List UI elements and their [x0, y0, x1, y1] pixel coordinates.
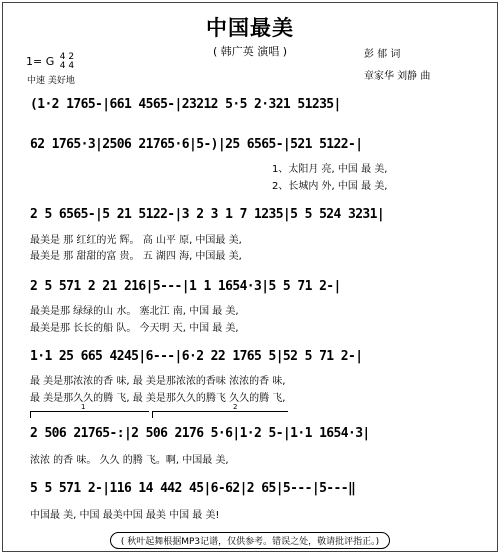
second-ending-number: 2: [233, 403, 238, 411]
page-border: [2, 2, 498, 552]
second-ending-bracket: [152, 403, 288, 418]
lyricist-credit: 彭 郁 词: [364, 49, 401, 60]
key-signature: [26, 53, 74, 71]
transcription-note-text: ( 秋叶起舞根据MP3记谱，仅供参考。错误之处，敬请批评指正。): [110, 532, 390, 549]
lyric-line-3b: 最美是那 长长的船 队。 今天明 天, 中国 最 美,: [30, 323, 239, 334]
time-bottom: 4 4: [59, 61, 75, 71]
score-line-3: 2 5 6565-|5 21 5122-|3 2 3 1 7 1235|5 5 524 3231|: [30, 207, 385, 222]
composer-credit: 章家华 刘静 曲: [364, 71, 431, 82]
score-line-2: 62 1765·3|2506 21765·6|5-)|25 6565-|521 5122-|: [30, 137, 363, 152]
lyric-line-2b: 最美是 那 甜甜的富 贵。 五 湖四 海, 中国最 美,: [30, 251, 242, 262]
lyric-line-4a: 最 美是那浓浓的香 味, 最 美是那浓浓的香味 浓浓的香 味,: [30, 376, 286, 387]
first-ending-bracket: [30, 403, 149, 418]
lyric-line-4b: 最 美是那久久的腾 飞, 最 美是那久久的腾飞 久久的腾 飞,: [30, 393, 286, 404]
time-signature: [60, 53, 74, 71]
tempo-marking: 中速 美好地: [27, 76, 75, 86]
score-line-5: 1·1 25 665 4245|6---|6·2 22 1765 5|52 5 71 2-|: [30, 349, 363, 364]
key-text: 1= G: [26, 55, 55, 68]
song-title: 中国最美: [206, 16, 294, 40]
first-ending-number: 1: [81, 403, 86, 411]
lyric-line-5: 浓浓 的香 味。 久久 的腾 飞。啊, 中国最 美,: [30, 455, 229, 466]
lyric-line-3a: 最美是那 绿绿的山 水。 塞北江 南, 中国 最 美,: [30, 306, 239, 317]
lyric-line-1a: 1、太阳月 亮, 中国 最 美,: [272, 164, 388, 175]
score-line-1: (1·2 1765-|661 4565-|23212 5·5 2·321 51235|: [30, 97, 341, 112]
score-line-6: 2 506 21765-:|2 506 2176 5·6|1·2 5-|1·1 1654·3|: [30, 426, 370, 441]
lyric-line-6: 中国最 美, 中国 最美中国 最美 中国 最 美!: [30, 510, 220, 521]
score-line-7: 5 5 571 2-|116 14 442 45|6-62|2 65|5---|5---‖: [30, 481, 356, 496]
score-line-4: 2 5 571 2 21 216|5---|1 1 1654·3|5 5 71 2-|: [30, 279, 341, 294]
lyric-line-1b: 2、长城内 外, 中国 最 美,: [272, 181, 388, 192]
time-top: 4 2: [59, 52, 75, 62]
performer-line: ( 韩广英 演唱 ): [212, 45, 288, 58]
transcription-note: [0, 532, 500, 549]
lyric-line-2a: 最美是 那 红红的光 辉。 高 山平 原, 中国最 美,: [30, 235, 242, 246]
